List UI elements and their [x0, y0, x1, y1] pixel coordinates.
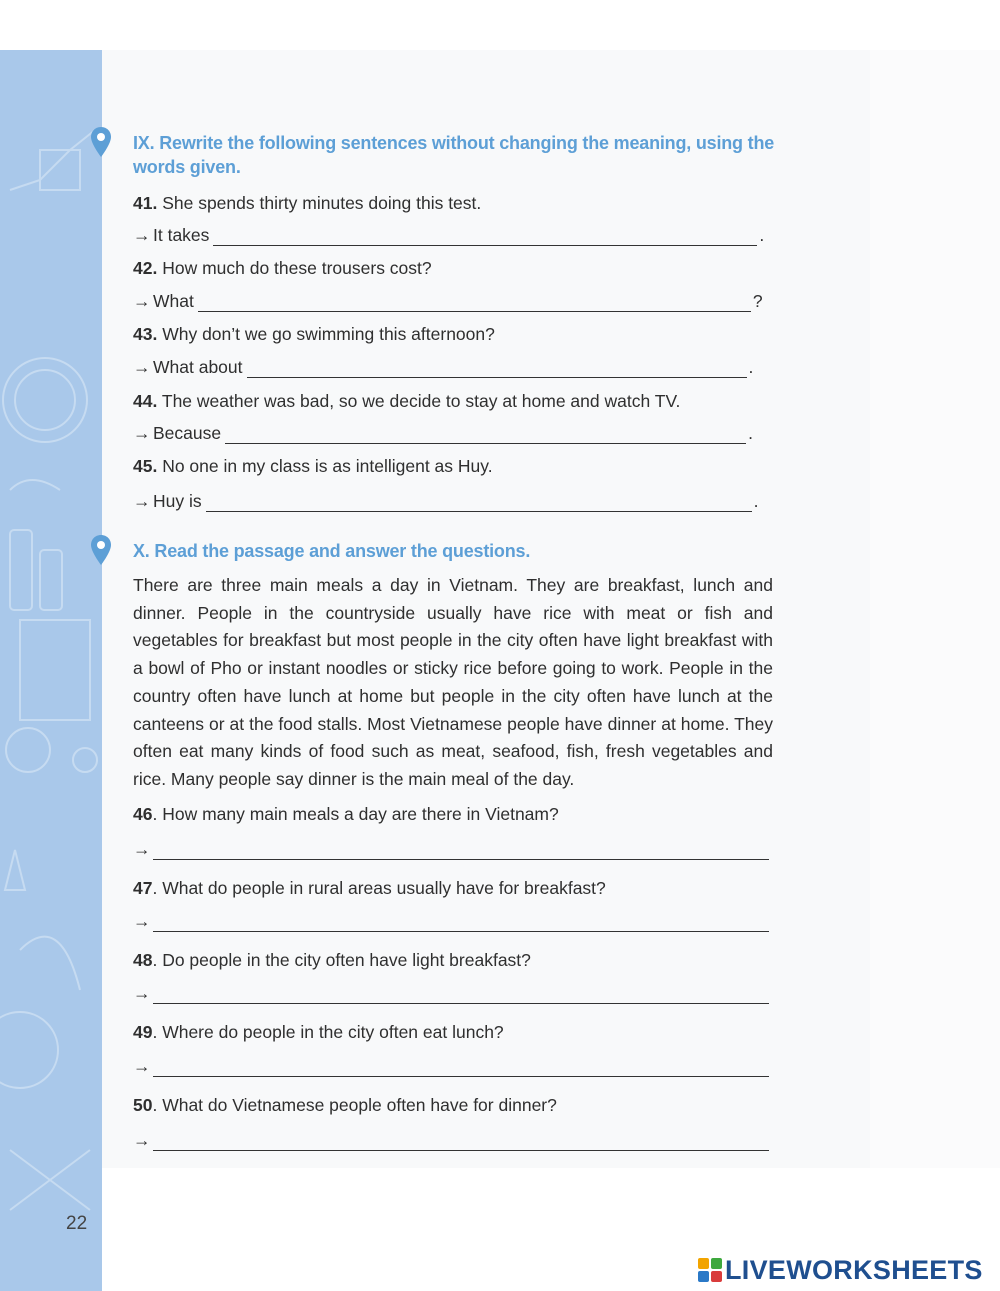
question-42: 42. How much do these trousers cost?: [133, 258, 432, 278]
answer-row-47: [133, 908, 769, 932]
answer-lead: What about: [153, 357, 243, 377]
answer-input-43[interactable]: [247, 360, 747, 378]
answer-end: .: [748, 357, 754, 377]
top-margin: [0, 0, 1000, 50]
arrow-icon: →: [133, 291, 151, 311]
answer-row-46: [133, 836, 769, 860]
answer-row-41: [133, 222, 764, 246]
liveworksheets-logo: [698, 1254, 983, 1286]
answer-row-43: [133, 354, 753, 378]
answer-input-48[interactable]: [153, 986, 769, 1004]
left-sidebar: [0, 50, 102, 1291]
answer-input-45[interactable]: [206, 494, 752, 512]
section-ix-heading-line2: words given.: [133, 157, 241, 177]
logo-text: LIVEWORKSHEETS: [725, 1254, 983, 1285]
arrow-icon: →: [133, 1056, 151, 1076]
section-x-heading: X. Read the passage and answer the questions.: [133, 541, 531, 561]
answer-row-45: [133, 488, 759, 512]
question-46: 46. How many main meals a day are there in Vietnam?: [133, 804, 559, 824]
question-48: 48. Do people in the city often have light breakfast?: [133, 950, 531, 970]
location-pin-icon: [90, 126, 112, 158]
arrow-icon: →: [133, 839, 151, 859]
answer-input-42[interactable]: [198, 294, 751, 312]
question-44: 44. The weather was bad, so we decide to stay at home and watch TV.: [133, 391, 681, 411]
answer-end: .: [759, 225, 765, 245]
answer-end: .: [748, 423, 753, 443]
answer-input-46[interactable]: [153, 842, 769, 860]
answer-row-49: [133, 1053, 769, 1077]
answer-lead: What: [153, 291, 194, 311]
answer-row-44: [133, 420, 753, 444]
answer-input-49[interactable]: [153, 1059, 769, 1077]
question-41: 41. She spends thirty minutes doing this test.: [133, 193, 482, 213]
location-pin-icon: [90, 534, 112, 566]
arrow-icon: →: [133, 983, 151, 1003]
page-number: 22: [66, 1213, 88, 1234]
answer-row-48: [133, 980, 769, 1004]
answer-input-50[interactable]: [153, 1133, 769, 1151]
answer-end: ?: [752, 291, 763, 311]
answer-end: .: [753, 491, 759, 511]
arrow-icon: →: [133, 1130, 151, 1150]
question-43: 43. Why don’t we go swimming this afternoon?: [133, 324, 495, 344]
sidebar-decoration: [0, 110, 102, 1230]
question-49: 49. Where do people in the city often eat lunch?: [133, 1022, 504, 1042]
answer-lead: It takes: [153, 225, 210, 245]
answer-input-47[interactable]: [153, 914, 769, 932]
answer-row-50: [133, 1127, 769, 1151]
arrow-icon: →: [133, 357, 151, 377]
reading-passage: There are three main meals a day in Vietnam. They are breakfast, lunch and dinner. People in the countryside usually have rice with meat or fish and vegetables for breakfast but most people in the city often have light breakfast with a bowl of Pho or instant noodles or sticky rice before going to work. People in the country often have lunch at home but people in the city often have lunch at the canteens or at the food stalls. Most Vietnamese people have dinner at home. They often eat many kinds of food such as meat, seafood, fish, fresh vegetables and rice. Many people say dinner is the main meal of the day.: [133, 575, 773, 789]
logo-icon: [698, 1258, 722, 1282]
section-ix-heading-line1: IX. Rewrite the following sentences without changing the meaning, using the: [133, 133, 775, 153]
answer-input-41[interactable]: [213, 228, 757, 246]
arrow-icon: →: [133, 491, 151, 511]
answer-input-44[interactable]: [225, 426, 746, 444]
arrow-icon: →: [133, 225, 151, 245]
arrow-icon: →: [133, 423, 151, 443]
answer-lead: Huy is: [153, 491, 202, 511]
answer-lead: Because: [153, 423, 222, 443]
answer-row-42: [133, 288, 763, 312]
question-50: 50. What do Vietnamese people often have for dinner?: [133, 1095, 557, 1115]
question-47: 47. What do people in rural areas usually have for breakfast?: [133, 878, 606, 898]
question-45: 45. No one in my class is as intelligent as Huy.: [133, 456, 493, 476]
right-margin: [870, 50, 1000, 1168]
arrow-icon: →: [133, 911, 151, 931]
